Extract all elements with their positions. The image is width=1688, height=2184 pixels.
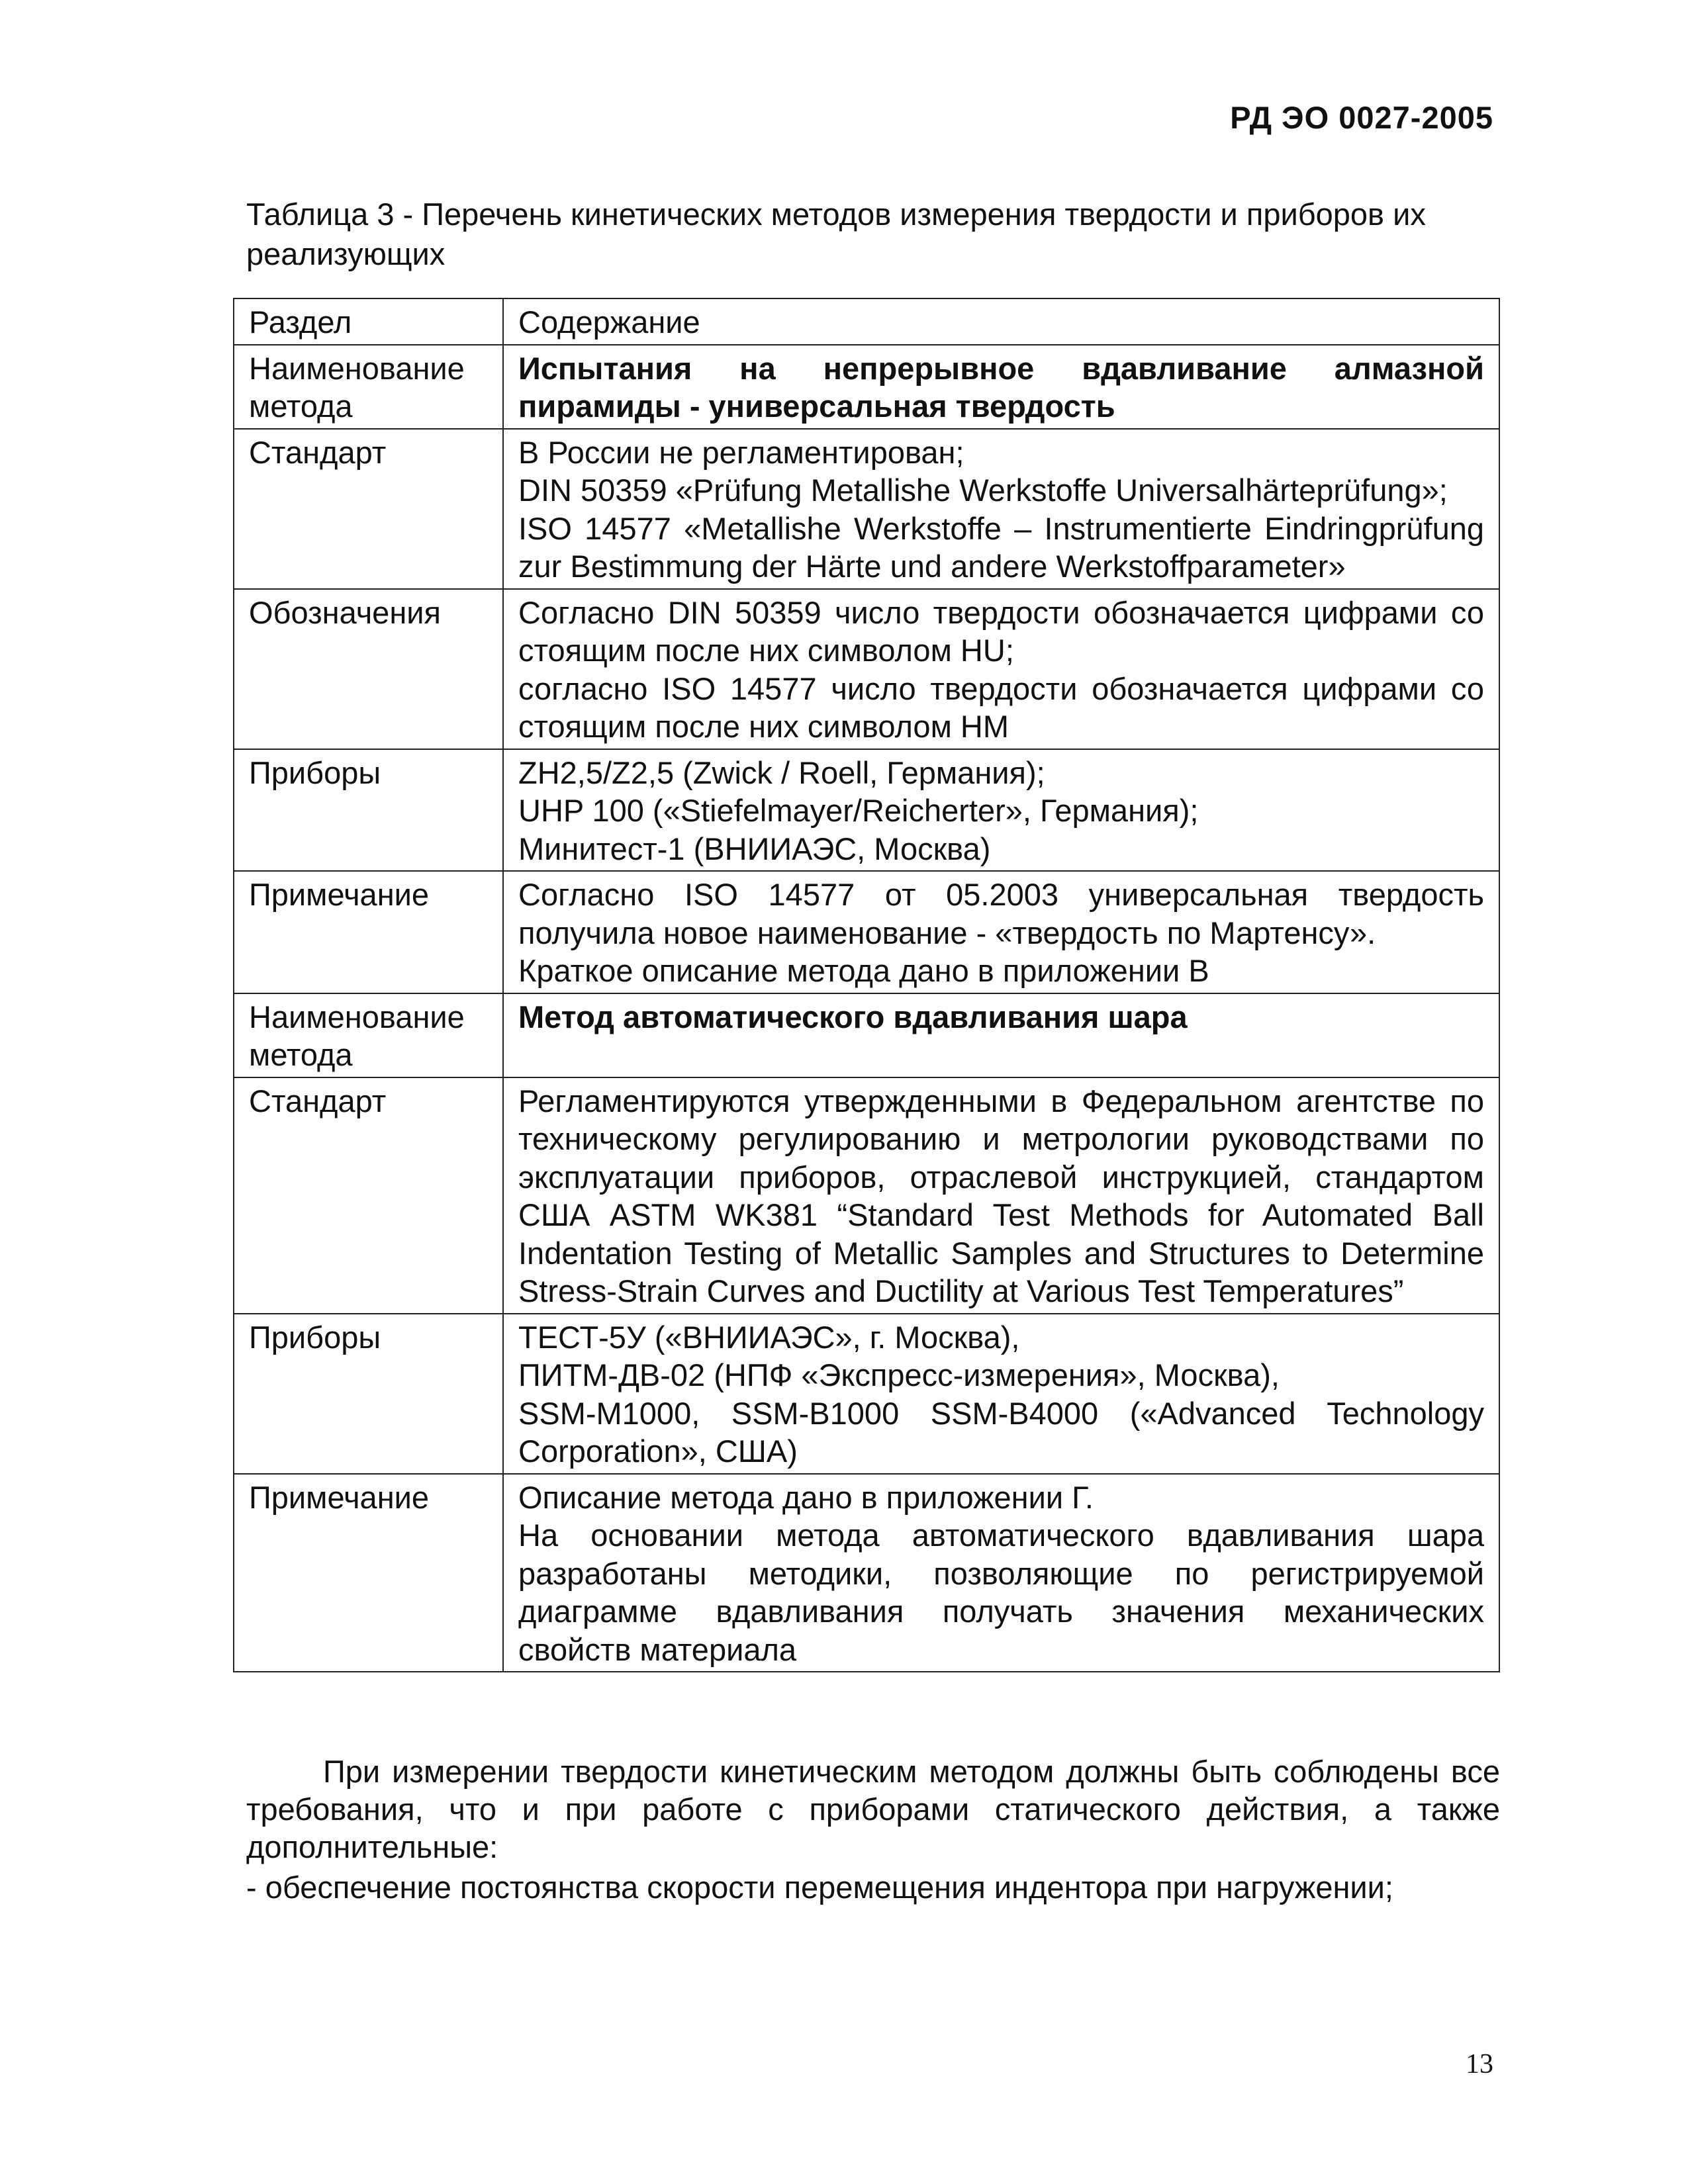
content-line: Минитест-1 (ВНИИАЭС, Москва) <box>518 831 991 866</box>
content-line: DIN 50359 «Prüfung Metallishe Werkstoffe Universalhärteprüfung»; <box>518 473 1448 508</box>
table-row <box>234 589 1499 749</box>
row-section-label: Обозначения <box>234 589 503 749</box>
content-line: ПИТМ-ДВ-02 (НПФ «Экспресс-измерения», Москва), <box>518 1357 1280 1392</box>
content-line: На основании метода автоматического вдавливания шара разработаны методики, позволяющие по регистрируемой диаграмме вдавливания получать значения механических свойств материала <box>518 1518 1484 1667</box>
content-line: В России не регламентирован; <box>518 434 964 470</box>
row-content <box>503 589 1499 749</box>
column-header-content: Содержание <box>503 298 1499 345</box>
bullet-item: - обеспечение постоянства скорости перемещения индентора при нагружении; <box>246 1870 1393 1905</box>
row-section-label: Стандарт <box>234 429 503 589</box>
body-paragraph: При измерении твердости кинетическим методом должны быть соблюдены все требования, что и при работе с приборами статического действия, а также дополнительные: <box>246 1754 1500 1864</box>
row-section-label: Примечание <box>234 871 503 993</box>
row-content <box>503 993 1499 1077</box>
content-line: ZH2,5/Z2,5 (Zwick / Roell, Германия); <box>518 754 1045 790</box>
content-line: Краткое описание метода дано в приложении В <box>518 953 1209 988</box>
row-content <box>503 429 1499 589</box>
content-line: ТЕСТ-5У («ВНИИАЭС», г. Москва), <box>518 1319 1020 1355</box>
table-row <box>234 871 1499 993</box>
table-row <box>234 1474 1499 1672</box>
content-line: ISO 14577 «Metallishe Werkstoffe – Instrumentierte Eindringprüfung zur Bestimmung der Härte und andere Werkstoffparameter» <box>518 510 1484 584</box>
content-line: SSM-M1000, SSM-B1000 SSM-B4000 («Advanced Technology Corporation», США) <box>518 1395 1484 1469</box>
row-section-label: Стандарт <box>234 1077 503 1314</box>
content-line: согласно ISO 14577 число твердости обозначается цифрами со стоящим после них символом HM <box>518 670 1484 744</box>
row-content <box>503 1474 1499 1672</box>
row-content <box>503 871 1499 993</box>
row-content <box>503 1077 1499 1314</box>
table-caption: Таблица 3 - Перечень кинетических методов измерения твердости и приборов их реализующих <box>246 197 1426 271</box>
row-section-label: Наименование метода <box>234 993 503 1077</box>
content-line: Регламентируются утвержденными в Федеральном агентстве по техническому регулированию и метрологии руководствами по эксплуатации приборов, отраслевой инструкцией, стандартом США ASTM WK381 “Standard Test Methods for Automated Ball Indentation Testing of Metallic Samples and Structures to Determine Stress-Strain Curves and Ductility at Various Test Temperatures” <box>518 1083 1484 1308</box>
row-content <box>503 345 1499 429</box>
methods-table <box>233 298 1500 1672</box>
table-row <box>234 1314 1499 1474</box>
row-section-label: Примечание <box>234 1474 503 1672</box>
row-content <box>503 749 1499 872</box>
content-line: Описание метода дано в приложении Г. <box>518 1479 1094 1515</box>
table-header-row <box>234 298 1499 345</box>
content-line: Испытания на непрерывное вдавливание алмазной пирамиды - универсальная твердость <box>518 350 1484 424</box>
row-section-label: Приборы <box>234 749 503 872</box>
table-row <box>234 1077 1499 1314</box>
content-line: Согласно ISO 14577 от 05.2003 универсальная твердость получила новое наименование - «твердость по Мартенсу». <box>518 877 1484 950</box>
row-section-label: Приборы <box>234 1314 503 1474</box>
column-header-section: Раздел <box>234 298 503 345</box>
row-content <box>503 1314 1499 1474</box>
content-line: UHP 100 («Stiefelmayer/Reicherter», Германия); <box>518 793 1199 828</box>
document-code: РД ЭО 0027-2005 <box>1230 100 1493 135</box>
table-row <box>234 749 1499 872</box>
table-row <box>234 429 1499 589</box>
table-row <box>234 993 1499 1077</box>
row-section-label: Наименование метода <box>234 345 503 429</box>
content-line: Согласно DIN 50359 число твердости обозначается цифрами со стоящим после них символом HU; <box>518 594 1484 668</box>
page-number: 13 <box>1466 2049 1493 2079</box>
content-line: Метод автоматического вдавливания шара <box>518 999 1188 1034</box>
table-row <box>234 345 1499 429</box>
